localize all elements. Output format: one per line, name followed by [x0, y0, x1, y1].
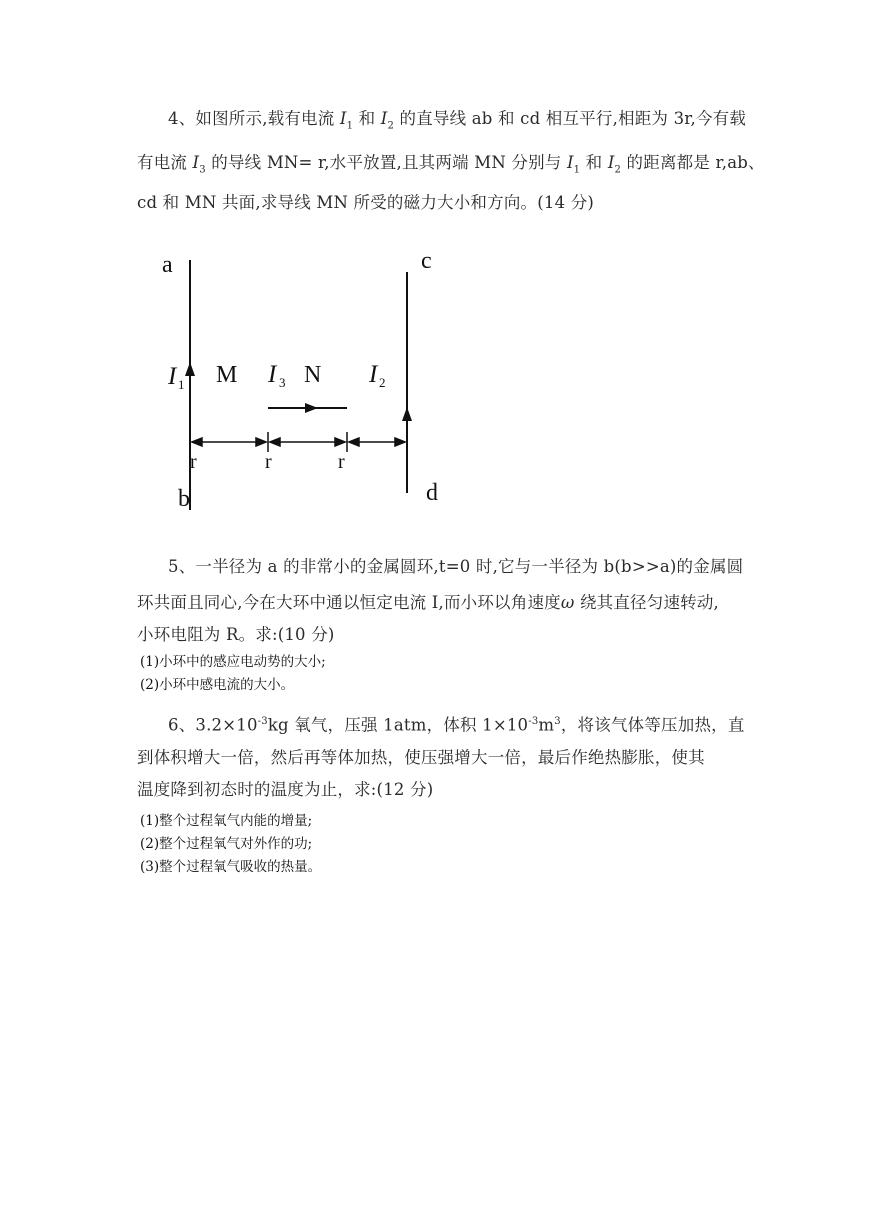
- label-n: N: [304, 362, 322, 388]
- q4-line-2: 有电流 $I_3$ 的导线 MN= r,水平放置,且其两端 MN 分别与 $I_1$ 和 $I_2$ 的距离都是 r,ab、: [137, 153, 765, 176]
- label-a: a: [162, 252, 173, 278]
- dimension-arrows: [192, 438, 405, 446]
- q6-sub-1: (1)整个过程氧气内能的增量;: [140, 813, 313, 829]
- label-i2-sub: 2: [379, 375, 386, 390]
- label-r-2: r: [265, 451, 272, 473]
- label-i3-sub: 3: [279, 375, 286, 390]
- label-i2: I: [369, 361, 378, 388]
- q6-line-2: 到体积增大一倍，然后再等体加热，使压强增大一倍，最后作绝热膨胀，使其: [137, 748, 705, 767]
- label-i3: I: [268, 361, 277, 388]
- label-c: c: [421, 248, 432, 274]
- q6-line-3: 温度降到初态时的温度为止，求:(12 分): [137, 780, 434, 799]
- label-r-3: r: [338, 451, 345, 473]
- label-m: M: [216, 362, 238, 388]
- q5-line-1: 5、一半径为 a 的非常小的金属圆环,t=0 时,它与一半径为 b(b>>a)的金属圆: [168, 557, 744, 576]
- q5-line-2: 环共面且同心,今在大环中通以恒定电流 I,而小环以角速度ω 绕其直径匀速转动,: [137, 593, 720, 612]
- q4-line-1: 4、如图所示,载有电流 $I_1$ 和 $I_2$ 的直导线 ab 和 cd 相互平行,相距为 3r,今有载: [168, 109, 747, 132]
- label-i1-sub: 1: [178, 377, 185, 392]
- q5-line-3: 小环电阻为 R。求:(10 分): [137, 625, 335, 644]
- q6-sub-3: (3)整个过程氧气吸收的热量。: [140, 859, 322, 875]
- label-d: d: [426, 480, 438, 506]
- current-i2-arrow: [402, 407, 412, 421]
- q6-sub-2: (2)整个过程氧气对外作的功;: [140, 836, 313, 852]
- label-b: b: [178, 486, 190, 512]
- q4-line-3: cd 和 MN 共面,求导线 MN 所受的磁力大小和方向。(14 分): [137, 193, 595, 212]
- current-i1-arrow: [185, 362, 195, 376]
- q6-line-1: 6、$3.2\times 10^{-3}kg$ 氧气，压强 1atm，体积 $1\times 10^{-3}m^3$，将该气体等压加热，直: [168, 715, 745, 735]
- label-r-1: r: [190, 451, 197, 473]
- label-i1: I: [168, 363, 177, 390]
- q5-sub-2: (2)小环中感电流的大小。: [140, 677, 295, 693]
- q5-sub-1: (1)小环中的感应电动势的大小;: [140, 654, 326, 670]
- wire-diagram: [140, 238, 460, 523]
- current-i3-arrow: [305, 403, 318, 413]
